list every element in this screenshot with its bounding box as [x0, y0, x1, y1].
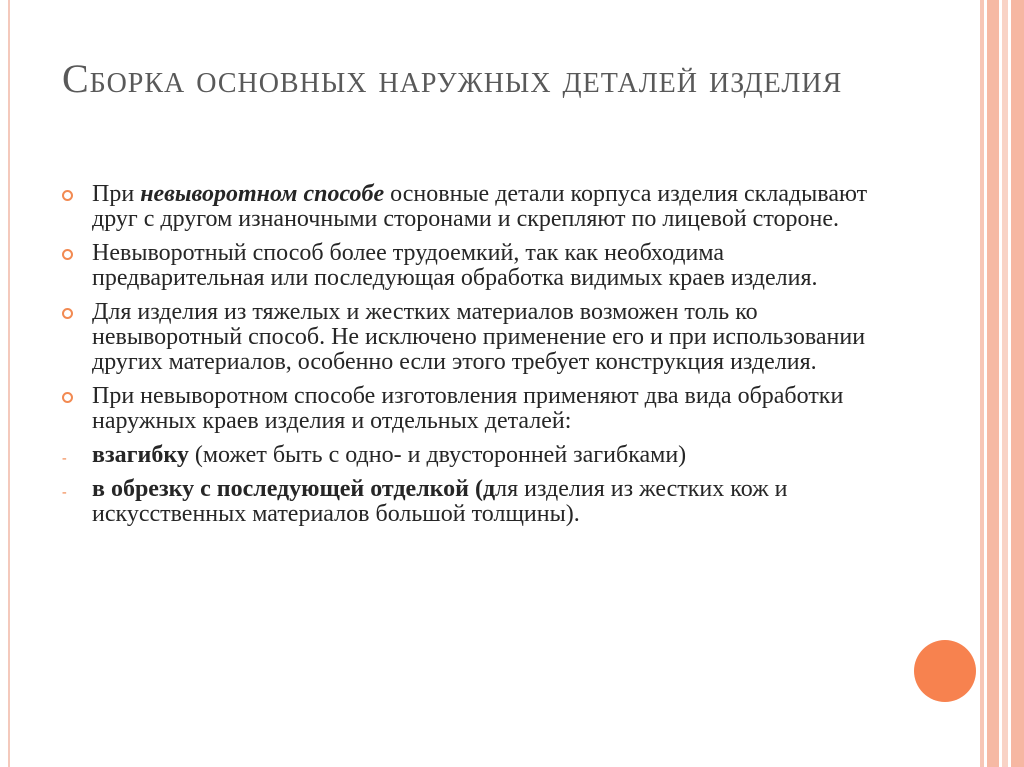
dash-item	[62, 443, 892, 468]
dash-strong: взагибку	[92, 442, 189, 468]
left-border-line	[8, 0, 10, 767]
bullet-list	[62, 182, 892, 536]
bullet-ring-icon	[62, 300, 84, 325]
decor-stripe	[1002, 0, 1008, 767]
bullet-item	[62, 300, 892, 375]
bullet-text: Невыворотный способ более трудоемкий, так как необходима предварительная или последующая обработка видимых краев изделия.	[92, 240, 818, 291]
dash-text: ля изделия из жестких кож и искусственных материалов большой толщины).	[92, 476, 788, 527]
bullet-text: Для изделия из тяжелых и жестких материалов возможен толь ко невыворотный способ. Не исключено применение его и при использовании других материалов, особенно если этого требует конструкция изделия.	[92, 299, 866, 375]
bullet-ring-icon	[62, 241, 84, 266]
decor-stripe	[1011, 0, 1024, 767]
bullet-item	[62, 384, 892, 434]
slide-title: Сборка основных наружных деталей изделия	[62, 56, 843, 101]
bullet-emphasis: невыворотном способе	[140, 181, 385, 207]
bullet-text-post: основные детали корпуса изделия складывают друг с другом изнаночными сторонами и скрепляют по лицевой стороне.	[92, 181, 868, 232]
decor-stripe	[980, 0, 984, 767]
dash-text: (может быть с одно- и двусторонней загибками)	[188, 442, 687, 468]
bullet-ring-icon	[62, 384, 84, 409]
dash-strong: в обрезку с последующей отделкой (д	[92, 476, 496, 502]
dash-marker: -	[62, 485, 67, 500]
dash-item	[62, 477, 892, 527]
bullet-item	[62, 241, 892, 291]
bullet-ring-icon	[62, 182, 84, 207]
bullet-text-pre: При	[92, 181, 141, 207]
dash-marker: -	[62, 451, 67, 466]
decor-stripe	[987, 0, 999, 767]
bullet-item	[62, 182, 892, 232]
bullet-text: При невыворотном способе изготовления применяют два вида обработки наружных краев изделия и отдельных деталей:	[92, 383, 844, 434]
decor-circle	[914, 640, 976, 702]
